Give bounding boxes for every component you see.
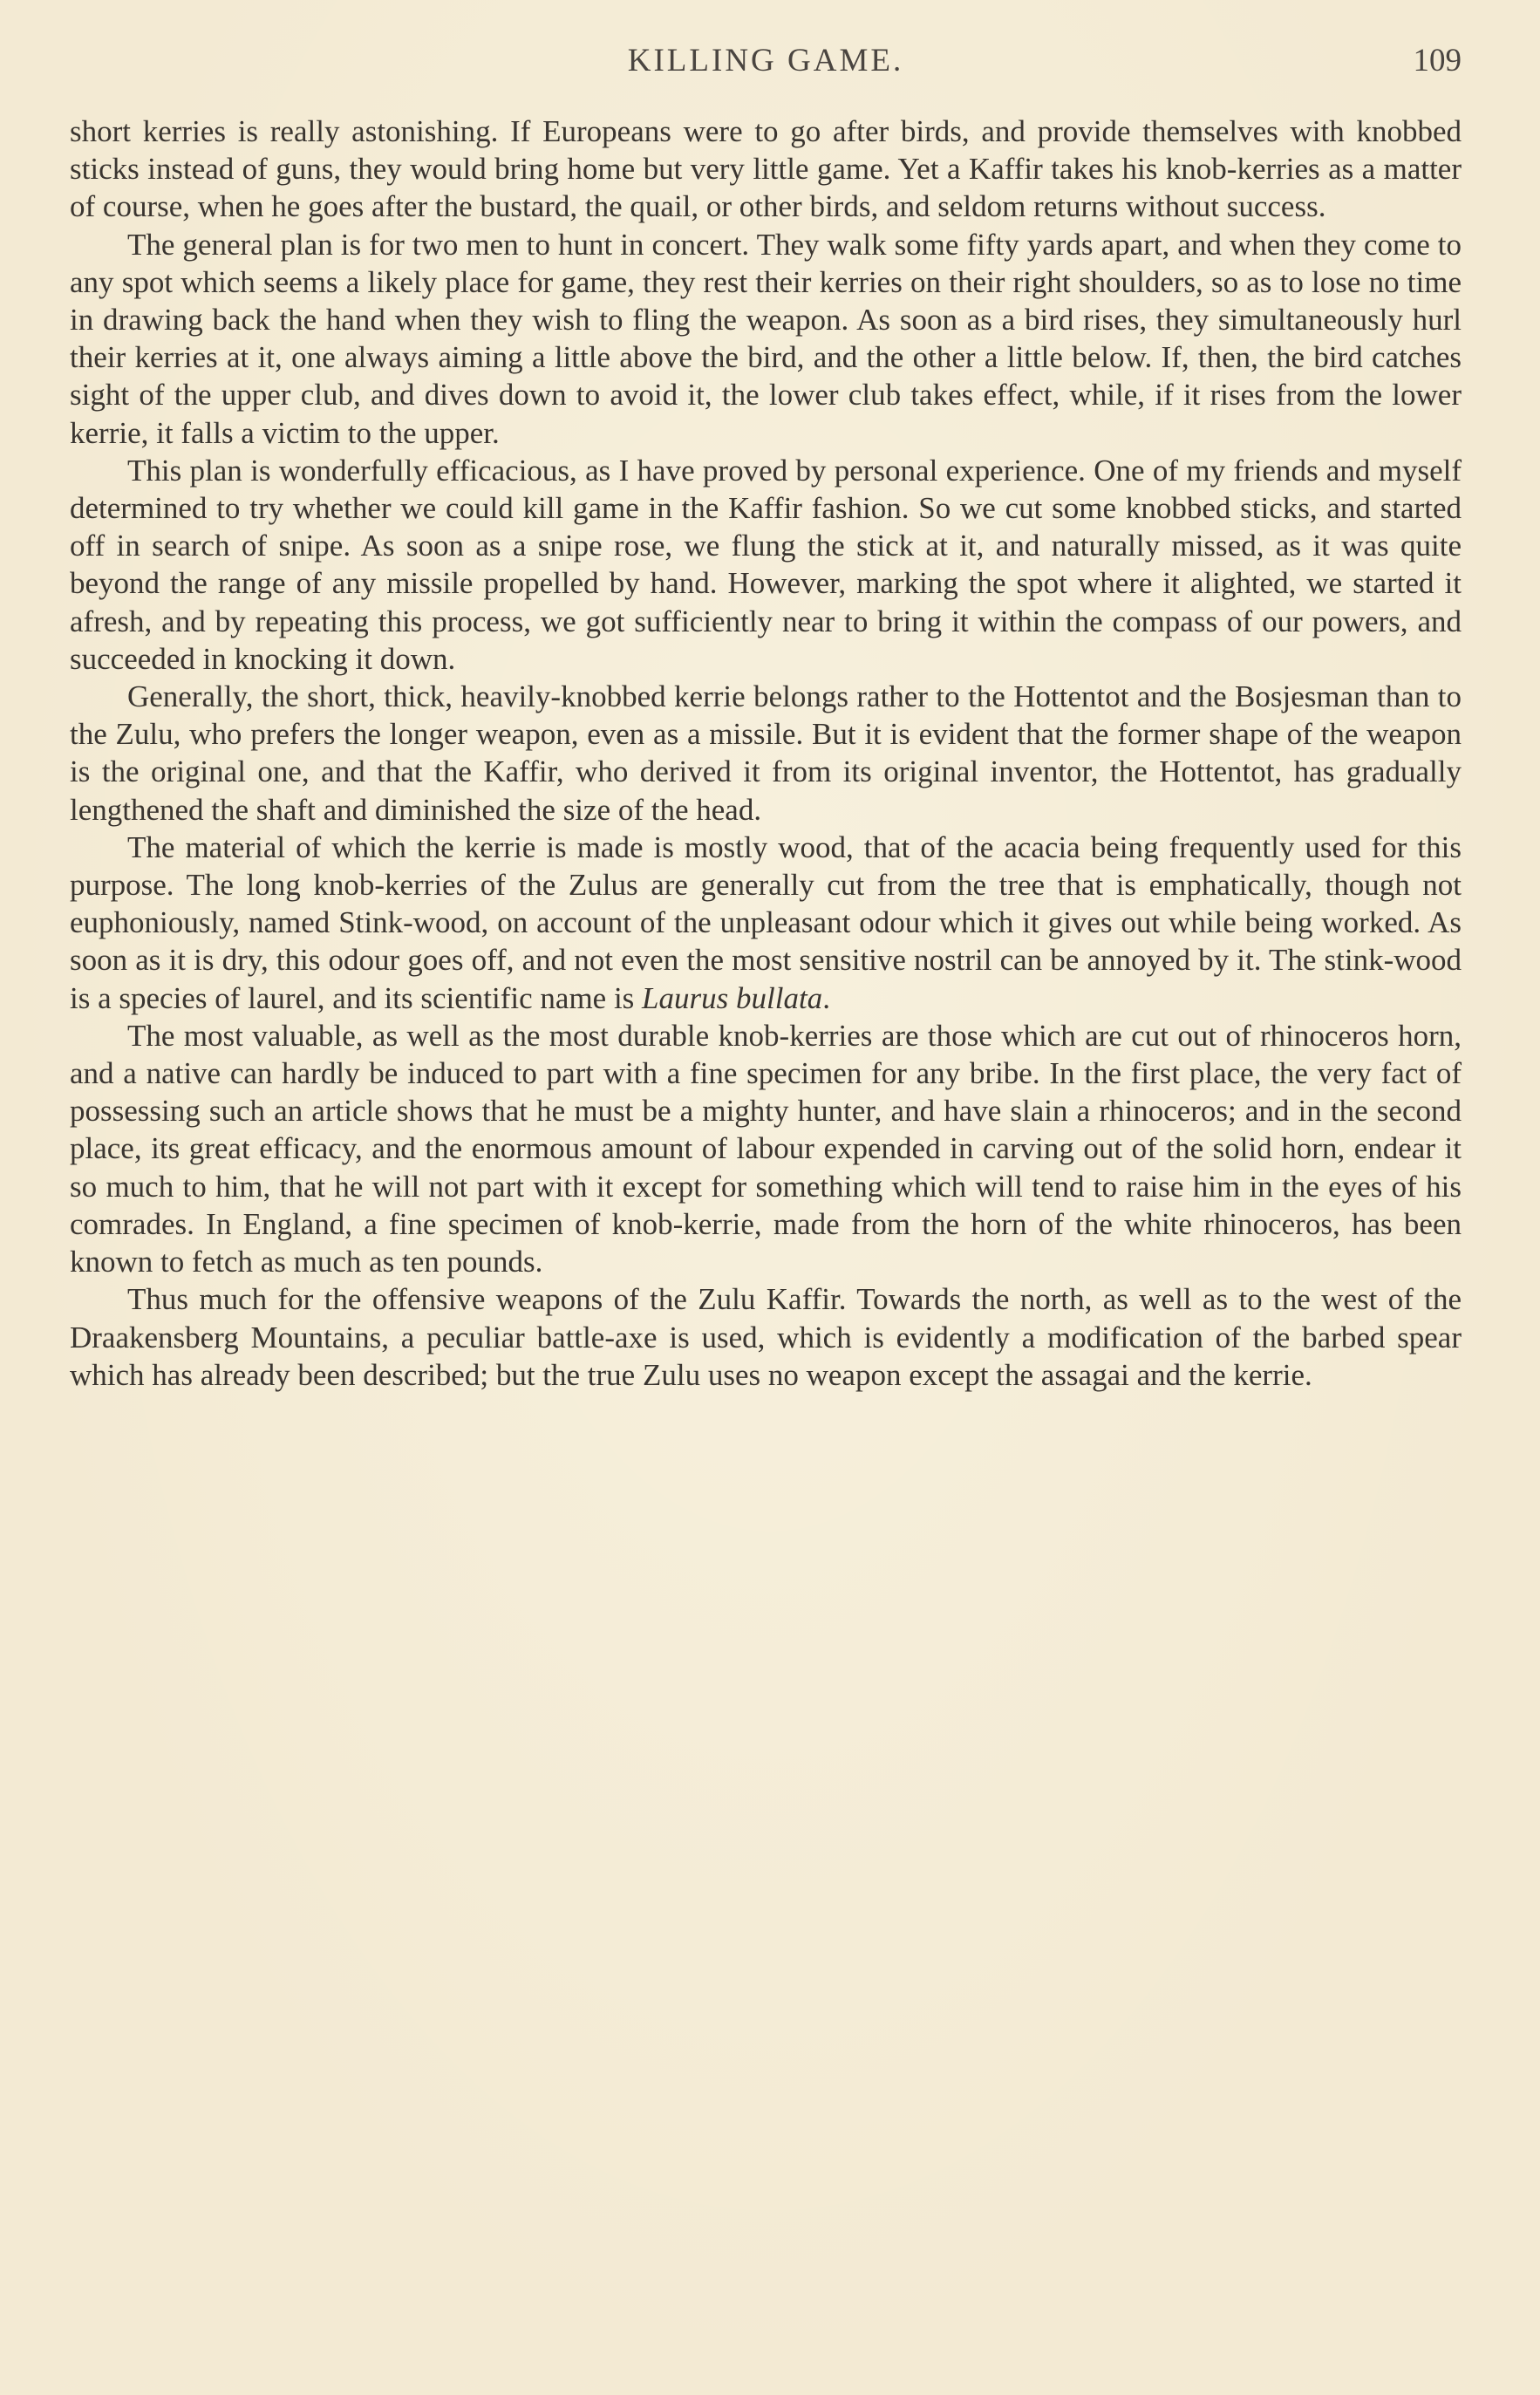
body-text — [70, 113, 1462, 1394]
paragraph: The most valuable, as well as the most durable knob-kerries are those which are cut out of rhinoceros horn, and a native can hardly be induced to part with a fine specimen for any bribe. In the first place, the very fact of possessing such an article shows that he must be a mighty hunter, and have slain a rhinoceros; and in the second place, its great efficacy, and the enormous amount of labour expended in carving out of the solid horn, endear it so much to him, that he will not part with it except for something which will tend to raise him in the eyes of his comrades. In England, a fine specimen of knob-kerrie, made from the horn of the white rhinoceros, has been known to fetch as much as ten pounds. — [70, 1018, 1462, 1279]
page-number: 109 — [1413, 43, 1462, 78]
paragraph: This plan is wonderfully efficacious, as I have proved by personal experience. One of my friends and myself determined to try whether we could kill game in the Kaffir fashion. So we cut some knobbed sticks, and started off in search of snipe. As soon as a snipe rose, we flung the stick at it, and naturally missed, as it was quite beyond the range of any missile propelled by hand. However, marking the spot where it alighted, we started it afresh, and by repeating this process, we got sufficiently near to bring it within the compass of our powers, and succeeded in knocking it down. — [70, 453, 1462, 676]
scientific-name: Laurus bullata — [642, 980, 823, 1015]
paragraph: Thus much for the offensive weapons of the Zulu Kaffir. Towards the north, as well as to the west of the Draakensberg Mountains, a peculiar battle-axe is used, which is evidently a modification of the barbed spear which has already been described; but the true Zulu uses no weapon except the assagai and the kerrie. — [70, 1282, 1462, 1392]
paragraph: The general plan is for two men to hunt in concert. They walk some fifty yards apart, and when they come to any spot which seems a likely place for game, they rest their kerries on their right shoulders, so as to lose no time in drawing back the hand when they wish to fling the weapon. As soon as a bird rises, they simultaneously hurl their kerries at it, one always aiming a little above the bird, and the other a little below. If, then, the bird catches sight of the upper club, and dives down to avoid it, the lower club takes effect, while, if it rises from the lower kerrie, it falls a victim to the upper. — [70, 227, 1462, 450]
running-title: KILLING GAME. — [627, 43, 904, 78]
paragraph: short kerries is really astonishing. If Europeans were to go after birds, and provide themselves with knobbed sticks instead of guns, they would bring home but very little game. Yet a Kaffir takes his knob-kerries as a matter of course, when he goes after the bustard, the quail, or other birds, and seldom returns without success. — [70, 114, 1462, 224]
paragraph: Generally, the short, thick, heavily-knobbed kerrie belongs rather to the Hottentot and the Bosjesman than to the Zulu, who prefers the longer weapon, even as a missile. But it is evident that the former shape of the weapon is the original one, and that the Kaffir, who derived it from its original inventor, the Hottentot, has gradually lengthened the shaft and diminished the size of the head. — [70, 679, 1462, 827]
paragraph-text: The material of which the kerrie is made is mostly wood, that of the acacia being frequently used for this purpose. The long knob-kerries of the Zulus are generally cut from the tree that is emphatically, though not euphoniously, named Stink-wood, on account of the unpleasant odour which it gives out while being worked. As soon as it is dry, this odour goes off, and not even the most sensitive nostril can be annoyed by it. The stink-wood is a species of laurel, and its scientific name is — [70, 829, 1462, 1015]
paragraph — [70, 829, 1462, 1017]
paragraph-text-end: . — [822, 980, 830, 1015]
running-head — [70, 42, 1462, 84]
